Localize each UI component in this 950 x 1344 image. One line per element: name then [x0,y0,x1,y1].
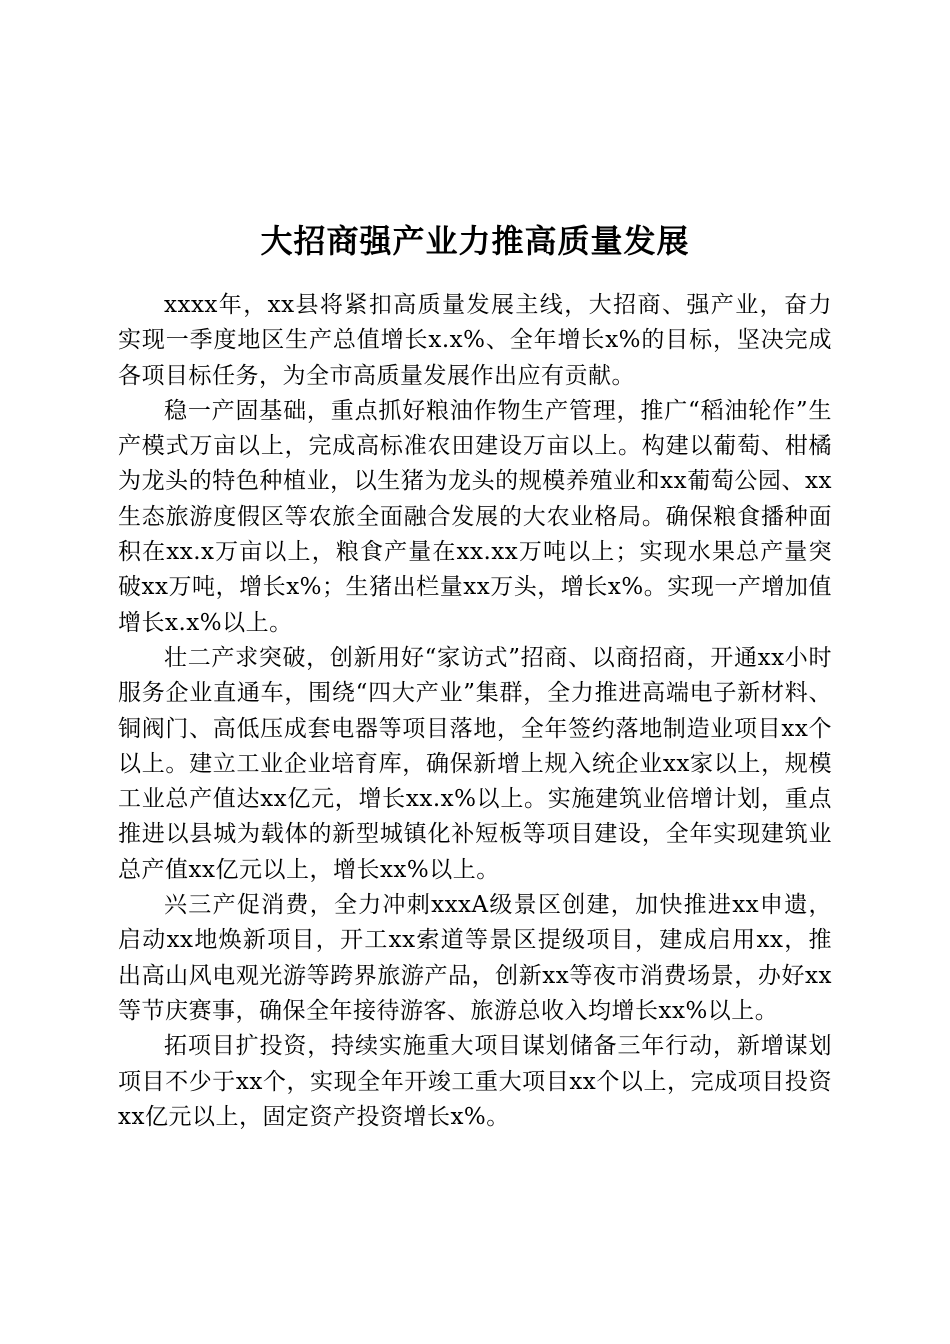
document-title: 大招商强产业力推高质量发展 [260,222,690,261]
document-body [118,288,832,1135]
paragraph-tertiary-industry: 兴三产促消费，全力冲刺xxxA级景区创建，加快推进xx申遗，启动xx地焕新项目，开工xx索道等景区提级项目，建成启用xx，推出高山风电观光游等跨界旅游产品，创新xx等夜市消费场景，办好xx等节庆赛事，确保全年接待游客、旅游总收入均增长xx%以上。 [118,892,832,1024]
paragraph-secondary-industry: 壮二产求突破，创新用好“家访式”招商、以商招商，开通xx小时服务企业直通车，围绕“四大产业”集群，全力推进高端电子新材料、铜阀门、高低压成套电器等项目落地，全年签约落地制造业项目xx个以上。建立工业企业培育库，确保新增上规入统企业xx家以上，规模工业总产值达xx亿元，增长xx.x%以上。实施建筑业倍增计划，重点推进以县城为载体的新型城镇化补短板等项目建设，全年实现建筑业总产值xx亿元以上，增长xx%以上。 [118,644,832,883]
paragraph-intro: xxxx年，xx县将紧扣高质量发展主线，大招商、强产业，奋力实现一季度地区生产总值增长x.x%、全年增长x%的目标，坚决完成各项目标任务，为全市高质量发展作出应有贡献。 [118,292,832,389]
paragraph-primary-industry: 稳一产固基础，重点抓好粮油作物生产管理，推广“稻油轮作”生产模式万亩以上，完成高标准农田建设万亩以上。构建以葡萄、柑橘为龙头的特色种植业，以生猪为龙头的规模养殖业和xx葡萄公园、xx生态旅游度假区等农旅全面融合发展的大农业格局。确保粮食播种面积在xx.x万亩以上，粮食产量在xx.xx万吨以上；实现水果总产量突破xx万吨，增长x%；生猪出栏量xx万头，增长x%。实现一产增加值增长x.x%以上。 [118,397,832,636]
paragraph-investment: 拓项目扩投资，持续实施重大项目谋划储备三年行动，新增谋划项目不少于xx个，实现全年开竣工重大项目xx个以上，完成项目投资xx亿元以上，固定资产投资增长x%。 [118,1033,832,1130]
